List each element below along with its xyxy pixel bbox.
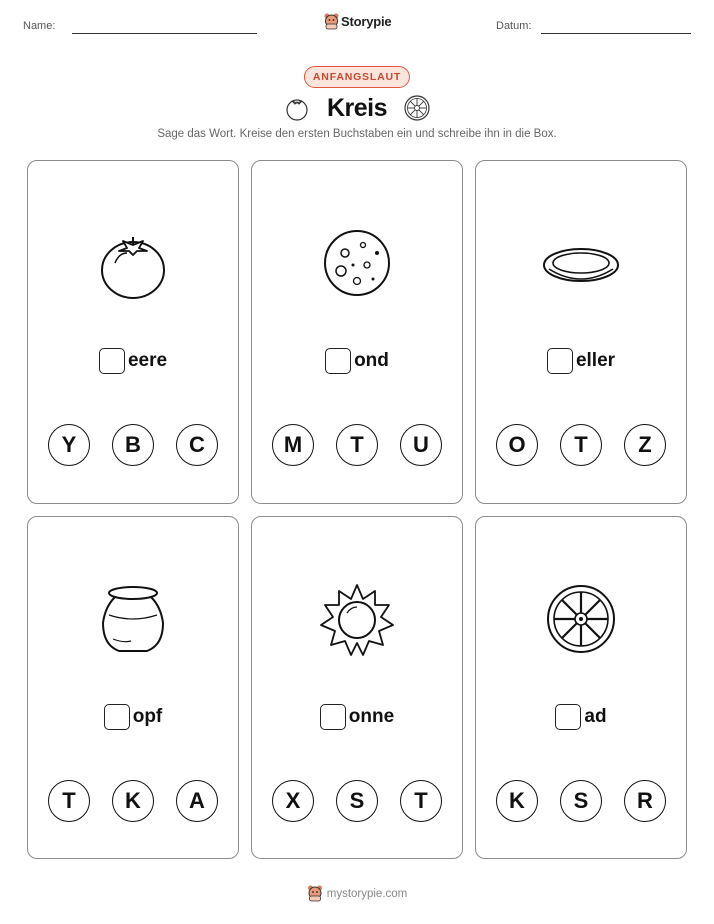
answer-box[interactable] — [325, 348, 351, 374]
tomato-icon — [93, 223, 173, 303]
answer-box[interactable] — [555, 704, 581, 730]
letter-choice[interactable]: B — [112, 424, 154, 466]
bear-logo-icon — [324, 13, 339, 30]
word-ending: eller — [575, 350, 616, 371]
letter-choice[interactable]: X — [272, 780, 314, 822]
letter-choice[interactable]: T — [336, 424, 378, 466]
letter-choice[interactable]: U — [400, 424, 442, 466]
word-card-1 — [27, 160, 239, 504]
word-row — [476, 704, 686, 730]
answer-box[interactable] — [104, 704, 130, 730]
plate-icon — [541, 223, 621, 303]
wheel-icon — [541, 579, 621, 659]
letter-choices — [476, 780, 686, 822]
letter-choice[interactable]: T — [400, 780, 442, 822]
letter-choice[interactable]: C — [176, 424, 218, 466]
letter-choice[interactable]: K — [112, 780, 154, 822]
word-ending: eere — [127, 350, 168, 371]
topic-badge: ANFANGSLAUT — [304, 66, 410, 88]
letter-choice[interactable]: M — [272, 424, 314, 466]
letter-choice[interactable]: K — [496, 780, 538, 822]
word-ending: opf — [132, 706, 163, 727]
instructions: Sage das Wort. Kreise den ersten Buchstaben ein und schreibe ihn in die Box. — [157, 128, 557, 140]
page-footer — [0, 885, 714, 902]
date-label: Datum: — [496, 20, 532, 32]
bear-logo-icon — [307, 885, 323, 902]
word-card-2 — [251, 160, 463, 504]
word-card-4 — [27, 516, 239, 859]
word-ending: ad — [584, 706, 607, 727]
answer-box[interactable] — [99, 348, 125, 374]
letter-choices — [476, 424, 686, 466]
letter-choice[interactable]: S — [336, 780, 378, 822]
letter-choices — [252, 424, 462, 466]
word-card-5 — [251, 516, 463, 859]
letter-choice[interactable]: Y — [48, 424, 90, 466]
word-card-6 — [475, 516, 687, 859]
letter-choice[interactable]: A — [176, 780, 218, 822]
brand-name: Storypie — [341, 14, 392, 29]
answer-box[interactable] — [547, 348, 573, 374]
tomato-icon — [283, 94, 311, 122]
name-label: Name: — [23, 20, 56, 32]
name-line[interactable] — [72, 33, 257, 34]
page-header — [0, 0, 714, 50]
letter-choice[interactable]: Z — [624, 424, 666, 466]
letter-choice[interactable]: T — [48, 780, 90, 822]
moon-icon — [317, 223, 397, 303]
word-row — [252, 704, 462, 730]
word-ending: onne — [348, 706, 395, 727]
brand-logo — [324, 13, 391, 30]
word-row — [252, 348, 462, 374]
page-title: Kreis — [326, 93, 388, 122]
letter-choices — [28, 780, 238, 822]
title-row — [0, 90, 714, 126]
word-row — [28, 704, 238, 730]
letter-choice[interactable]: O — [496, 424, 538, 466]
footer-url[interactable]: mystorypie.com — [326, 887, 408, 900]
letter-choice[interactable]: T — [560, 424, 602, 466]
pot-icon — [93, 579, 173, 659]
answer-box[interactable] — [320, 704, 346, 730]
worksheet-grid — [27, 160, 688, 860]
word-row — [28, 348, 238, 374]
date-line[interactable] — [541, 33, 691, 34]
letter-choice[interactable]: R — [624, 780, 666, 822]
wheel-icon — [403, 94, 431, 122]
word-card-3 — [475, 160, 687, 504]
letter-choices — [28, 424, 238, 466]
word-ending: ond — [354, 350, 389, 371]
sun-icon — [317, 579, 397, 659]
letter-choices — [252, 780, 462, 822]
word-row — [476, 348, 686, 374]
letter-choice[interactable]: S — [560, 780, 602, 822]
